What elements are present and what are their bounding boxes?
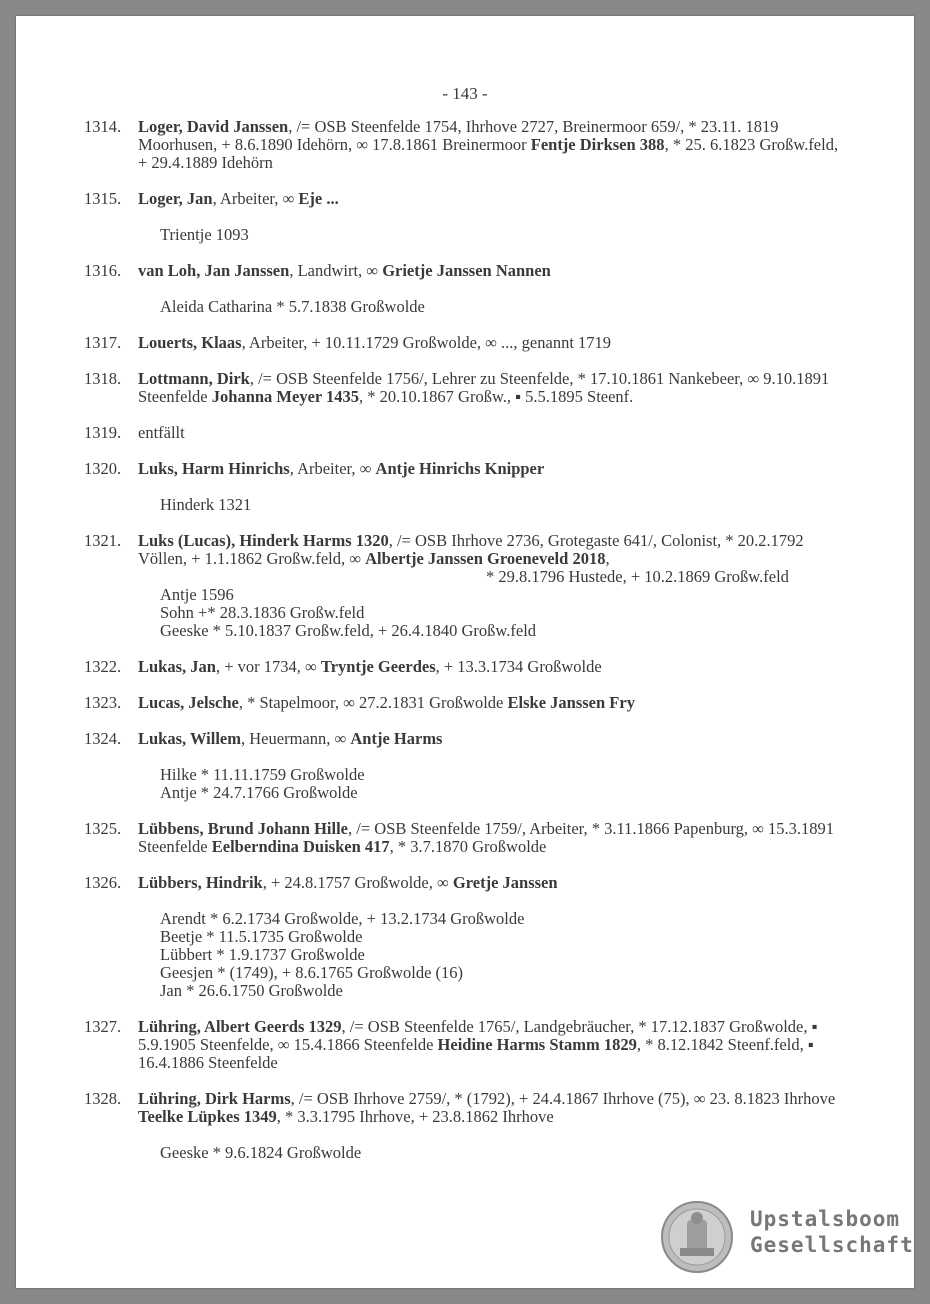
entry-text: Luks (Lucas), Hinderk Harms 1320, /= OSB Ihrhove 2736, Grotegaste 641/, Colonist, * 20.2.1792 Völlen, + 1.1.1862 Großw.feld, ∞ Albertje Janssen Groeneveld 2018, — [138, 531, 804, 568]
entry-1327 — [16, 1018, 914, 1072]
entry-number: 1325. — [84, 819, 122, 838]
document-page — [16, 16, 914, 1288]
entry-text: Lucas, Jelsche, * Stapelmoor, ∞ 27.2.1831 Großwolde Elske Janssen Fry — [138, 693, 635, 712]
entry-number: 1326. — [84, 873, 122, 892]
child-item: Antje * 24.7.1766 Großwolde — [160, 783, 358, 802]
entry-text: entfällt — [138, 423, 185, 442]
entry-text: van Loh, Jan Janssen, Landwirt, ∞ Grietje Janssen Nannen — [138, 261, 551, 280]
entry-number: 1322. — [84, 657, 122, 676]
entry-number: 1323. — [84, 693, 122, 712]
entry-text: Lühring, Albert Geerds 1329, /= OSB Steenfelde 1765/, Landgebräucher, * 17.12.1837 Großwolde, ▪ 5.9.1905 Steenfelde, ∞ 15.4.1866 Steenfelde Heidine Harms Stamm 1829, * 8.12.1842 Steenf.feld, ▪ 16.4.1886 Steenfelde — [138, 1017, 818, 1072]
entry-text: Lukas, Jan, + vor 1734, ∞ Tryntje Geerdes, + 13.3.1734 Großwolde — [138, 657, 602, 676]
child-item: Arendt * 6.2.1734 Großwolde, + 13.2.1734 Großwolde — [160, 909, 525, 928]
child-item: Aleida Catharina * 5.7.1838 Großwolde — [160, 297, 425, 316]
entry-number: 1317. — [84, 333, 122, 352]
entry-1314 — [16, 118, 914, 172]
child-item: Hinderk 1321 — [160, 495, 252, 514]
entry-1328 — [16, 1090, 914, 1162]
entry-number: 1316. — [84, 261, 122, 280]
entry-1319 — [16, 424, 914, 442]
child-item: Jan * 26.6.1750 Großwolde — [160, 981, 343, 1000]
entry-1325 — [16, 820, 914, 856]
page-number: - 143 - — [442, 84, 488, 103]
entry-1326 — [16, 874, 914, 1000]
entry-1324 — [16, 730, 914, 802]
society-name — [750, 1206, 914, 1258]
entry-text: Lübbers, Hindrik, + 24.8.1757 Großwolde, ∞ Gretje Janssen — [138, 873, 558, 892]
children-list — [160, 910, 914, 1000]
entry-text: Lübbens, Brund Johann Hille, /= OSB Steenfelde 1759/, Arbeiter, * 3.11.1866 Papenburg, ∞ 15.3.1891 Steenfelde Eelberndina Duisken 417, * 3.7.1870 Großwolde — [138, 819, 835, 856]
child-item: Sohn +* 28.3.1836 Großw.feld — [160, 603, 365, 622]
seal-icon — [660, 1200, 734, 1274]
child-item: Geeske * 5.10.1837 Großw.feld, + 26.4.1840 Großw.feld — [160, 621, 537, 640]
children-list — [160, 766, 914, 802]
entry-text-continued: * 29.8.1796 Hustede, + 10.2.1869 Großw.feld — [486, 567, 789, 586]
entry-text: Loger, David Janssen, /= OSB Steenfelde 1754, Ihrhove 2727, Breinermoor 659/, * 23.11. 1819 Moorhusen, + 8.6.1890 Idehörn, ∞ 17.8.1861 Breinermoor Fentje Dirksen 388, * 25. 6.1823 Großw.feld, + 29.4.1889 Idehörn — [138, 117, 839, 172]
entry-number: 1328. — [84, 1089, 122, 1108]
entry-text: Lühring, Dirk Harms, /= OSB Ihrhove 2759/, * (1792), + 24.4.1867 Ihrhove (75), ∞ 23. 8.1823 Ihrhove Teelke Lüpkes 1349, * 3.3.1795 Ihrhove, + 23.8.1862 Ihrhove — [138, 1089, 836, 1126]
entry-1317 — [16, 334, 914, 352]
entry-1318 — [16, 370, 914, 406]
entry-1323 — [16, 694, 914, 712]
society-name-line2: Gesellschaft — [750, 1233, 914, 1257]
entry-1315 — [16, 190, 914, 244]
child-item: Antje 1596 — [160, 585, 234, 604]
entry-number: 1320. — [84, 459, 122, 478]
entry-1322 — [16, 658, 914, 676]
child-item: Hilke * 11.11.1759 Großwolde — [160, 765, 365, 784]
entry-text: Lukas, Willem, Heuermann, ∞ Antje Harms — [138, 729, 443, 748]
entry-number: 1315. — [84, 189, 122, 208]
children-list — [160, 298, 914, 316]
children-list — [160, 1144, 914, 1162]
child-item: Trientje 1093 — [160, 225, 249, 244]
society-name-line1: Upstalsboom — [750, 1207, 901, 1231]
child-item: Beetje * 11.5.1735 Großwolde — [160, 927, 363, 946]
children-list — [160, 226, 914, 244]
entry-number: 1319. — [84, 423, 122, 442]
entry-list — [16, 118, 914, 1180]
entry-number: 1314. — [84, 117, 122, 136]
child-item: Lübbert * 1.9.1737 Großwolde — [160, 945, 365, 964]
children-list — [160, 496, 914, 514]
entry-number: 1324. — [84, 729, 122, 748]
entry-text: Louerts, Klaas, Arbeiter, + 10.11.1729 Großwolde, ∞ ..., genannt 1719 — [138, 333, 612, 352]
entry-number: 1327. — [84, 1017, 122, 1036]
entry-text: Loger, Jan, Arbeiter, ∞ Eje ... — [138, 189, 339, 208]
entry-number: 1321. — [84, 531, 122, 550]
entry-1321 — [16, 532, 914, 640]
entry-text: Luks, Harm Hinrichs, Arbeiter, ∞ Antje Hinrichs Knipper — [138, 459, 545, 478]
society-logo — [660, 1200, 914, 1276]
entry-number: 1318. — [84, 369, 122, 388]
child-item: Geeske * 9.6.1824 Großwolde — [160, 1143, 362, 1162]
entry-text: Lottmann, Dirk, /= OSB Steenfelde 1756/, Lehrer zu Steenfelde, * 17.10.1861 Nankebeer, ∞ 9.10.1891 Steenfelde Johanna Meyer 1435, * 20.10.1867 Großw., ▪ 5.5.1895 Steenf. — [138, 369, 830, 406]
entry-1320 — [16, 460, 914, 514]
entry-1316 — [16, 262, 914, 316]
child-item: Geesjen * (1749), + 8.6.1765 Großwolde (16) — [160, 963, 464, 982]
children-list — [160, 586, 914, 640]
